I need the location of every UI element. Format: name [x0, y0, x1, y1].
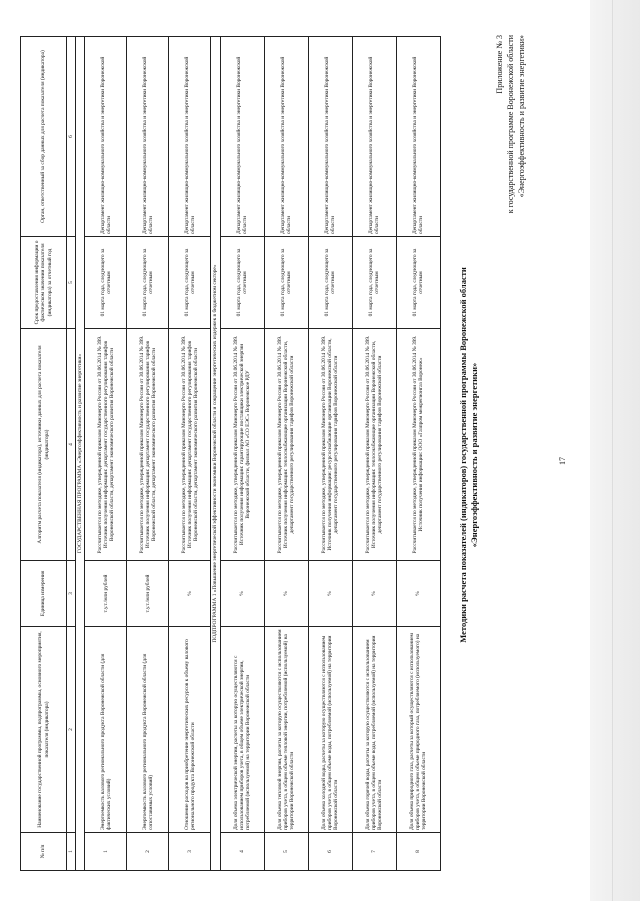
row-authority: Департамент жилищно-коммунального хозяйства и энергетики Воронежской области: [396, 37, 440, 237]
row-num: 8: [396, 833, 440, 871]
row-unit: %: [220, 561, 264, 627]
row-name: Доля объема холодной воды, расчеты за которую осуществляются с использованием приборов учета, в общем объеме воды, потребляемой (используемой) на территории Воронежской области: [308, 627, 352, 833]
appendix-line-3: «Энергоэффективность и развитие энергетики»: [517, 35, 526, 198]
col-number: 1: [67, 833, 76, 871]
row-num: 3: [169, 833, 211, 871]
row-name: Отношение расходов на приобретение энергетических ресурсов к объему валового регионального продукта Воронежской области: [169, 627, 211, 833]
table-row: [264, 37, 308, 871]
row-num: 4: [220, 833, 264, 871]
appendix-line-2: к государственной программе Воронежской области: [506, 35, 515, 214]
row-name: Доля объема тепловой энергии, расчеты за которую осуществляются с использованием приборов учета, в общем объеме тепловой энергии, потребляемой (используемой) на территории Воронежской области: [264, 627, 308, 833]
col-number: 2: [67, 627, 76, 833]
col-number: 3: [67, 561, 76, 627]
row-deadline: 01 марта года, следующего за отчетным: [169, 237, 211, 329]
appendix-line-1: Приложение № 3: [495, 35, 504, 94]
table-row: [85, 37, 127, 871]
row-name: Энергоемкость валового регионального продукта Воронежской области (для фактических условий): [85, 627, 127, 833]
row-unit: %: [396, 561, 440, 627]
row-algorithm: Рассчитывается по методике, утвержденной приказом Минэнерго России от 30.06.2014 № 399. Источник получения информации: теплоснабжающие организации Воронежской области, департамент государственного регулирования тарифов Воронежской области: [352, 329, 396, 561]
row-num: 7: [352, 833, 396, 871]
row-unit: %: [169, 561, 211, 627]
row-unit: %: [308, 561, 352, 627]
col-number: 6: [67, 37, 76, 237]
row-deadline: 01 марта года, следующего за отчетным: [264, 237, 308, 329]
row-authority: Департамент жилищно-коммунального хозяйства и энергетики Воронежской области: [352, 37, 396, 237]
row-deadline: 01 марта года, следующего за отчетным: [396, 237, 440, 329]
header-num: № п/п: [21, 833, 67, 871]
row-deadline: 01 марта года, следующего за отчетным: [85, 237, 127, 329]
row-authority: Департамент жилищно-коммунального хозяйства и энергетики Воронежской области: [85, 37, 127, 237]
header-deadline: Срок предоставления информации о фактическом значении показателя (индикатора) за отчетный год: [21, 237, 67, 329]
row-num: 1: [85, 833, 127, 871]
row-deadline: 01 марта года, следующего за отчетным: [220, 237, 264, 329]
row-authority: Департамент жилищно-коммунального хозяйства и энергетики Воронежской области: [127, 37, 169, 237]
table-row: [352, 37, 396, 871]
row-name: Доля объема электрической энергии, расчеты за которую осуществляются с использованием приборов учета, в общем объеме электрической энергии, потребляемой (используемой) на территории Воронежской области: [220, 627, 264, 833]
table-row: [127, 37, 169, 871]
row-num: 5: [264, 833, 308, 871]
row-authority: Департамент жилищно-коммунального хозяйства и энергетики Воронежской области: [169, 37, 211, 237]
row-name: Доля объема природного газа, расчеты за который осуществляются с использованием приборов учета, в общем объеме природного газа, потребляемого (используемого) на территории Воронежской области: [396, 627, 440, 833]
table-row: [169, 37, 211, 871]
row-unit: т.у.т./млн рублей: [85, 561, 127, 627]
col-number: 5: [67, 237, 76, 329]
rotated-page: [10, 25, 610, 885]
row-authority: Департамент жилищно-коммунального хозяйства и энергетики Воронежской области: [308, 37, 352, 237]
program-section-row: [76, 37, 85, 871]
program-section-title: ГОСУДАРСТВЕННАЯ ПРОГРАММА «Энергоэффективность и развитие энергетики»: [76, 37, 85, 871]
row-unit: %: [264, 561, 308, 627]
row-algorithm: Рассчитывается по методике, утвержденной приказом Минэнерго России от 30.06.2014 № 399. Источник получения информации: департамент государственного регулирования тарифов Воронежской области, департамент экономического развития Воронежской области: [127, 329, 169, 561]
table-row: [220, 37, 264, 871]
header-algorithm: Алгоритм расчета показателя (индикатора), источники данных для расчета показателя (индикатора): [21, 329, 67, 561]
page-number: 17: [558, 457, 567, 465]
document-title-line-2: «Энергоэффективность и развитие энергетики»: [469, 362, 479, 548]
row-algorithm: Рассчитывается по методике, утвержденной приказом Минэнерго России от 30.06.2014 № 399. Источник получения информации: департамент государственного регулирования тарифов Воронежской области, департамент экономического развития Воронежской области: [85, 329, 127, 561]
row-name: Доля объема горячей воды, расчеты за которую осуществляются с использованием приборов учета, в общем объеме воды, потребляемой (используемой) на территории Воронежской области: [352, 627, 396, 833]
row-algorithm: Рассчитывается по методике, утвержденной приказом Минэнерго России от 30.06.2014 № 399. Источник получения информации: теплоснабжающие организации Воронежской области, департамент государственного регулирования тарифов Воронежской области: [264, 329, 308, 561]
row-authority: Департамент жилищно-коммунального хозяйства и энергетики Воронежской области: [264, 37, 308, 237]
document-title-line-1: Методики расчета показателей (индикаторов) государственной программы Воронежской области: [458, 267, 468, 643]
row-unit: т.у.т./млн рублей: [127, 561, 169, 627]
row-algorithm: Рассчитывается по методике, утвержденной приказом Минэнерго России от 30.06.2014 № 399. Источник получения информации: гарантирующие поставщики электрической энергии Воронежской области, филиал АО «СО ЕЭС» Воронежское РДУ: [220, 329, 264, 561]
row-unit: %: [352, 561, 396, 627]
table-row: [308, 37, 352, 871]
col-number: 4: [67, 329, 76, 561]
row-name: Энергоемкость валового регионального продукта Воронежской области (для сопоставимых условий): [127, 627, 169, 833]
document-title: [458, 175, 480, 735]
subprogram-section-title: ПОДПРОГРАММА 1 «Повышение энергетической эффективности экономики Воронежской области и сокращение энергетических издержек в бюджетном секторе»: [211, 37, 220, 871]
subprogram-section-row: [211, 37, 220, 871]
column-number-row: [67, 37, 76, 871]
table-header-row: [21, 37, 67, 871]
appendix-note: [494, 35, 527, 213]
row-deadline: 01 марта года, следующего за отчетным: [308, 237, 352, 329]
table-row: [396, 37, 440, 871]
row-deadline: 01 марта года, следующего за отчетным: [352, 237, 396, 329]
row-deadline: 01 марта года, следующего за отчетным: [127, 237, 169, 329]
row-algorithm: Рассчитывается по методике, утвержденной приказом Минэнерго России от 30.06.2014 № 399. Источник получения информации: ООО «Газпром межрегионгаз Воронеж»: [396, 329, 440, 561]
row-algorithm: Рассчитывается по методике, утвержденной приказом Минэнерго России от 30.06.2014 № 399. Источник получения информации: ресурсоснабжающие организации Воронежской области, департамент государственного регулирования тарифов Воронежской области: [308, 329, 352, 561]
row-num: 2: [127, 833, 169, 871]
row-authority: Департамент жилищно-коммунального хозяйства и энергетики Воронежской области: [220, 37, 264, 237]
indicators-table: [20, 36, 441, 871]
header-authority: Орган, ответственный за сбор данных для расчета показателя (индикатора): [21, 37, 67, 237]
header-name: Наименование государственной программы, подпрограммы, основного мероприятия, показателя (индикатора): [21, 627, 67, 833]
row-num: 6: [308, 833, 352, 871]
row-algorithm: Рассчитывается по методике, утвержденной приказом Минэнерго России от 30.06.2014 № 399. Источник получения информации: департамент государственного регулирования тарифов Воронежской области, департамент экономического развития Воронежской области: [169, 329, 211, 561]
header-unit: Единица измерения: [21, 561, 67, 627]
